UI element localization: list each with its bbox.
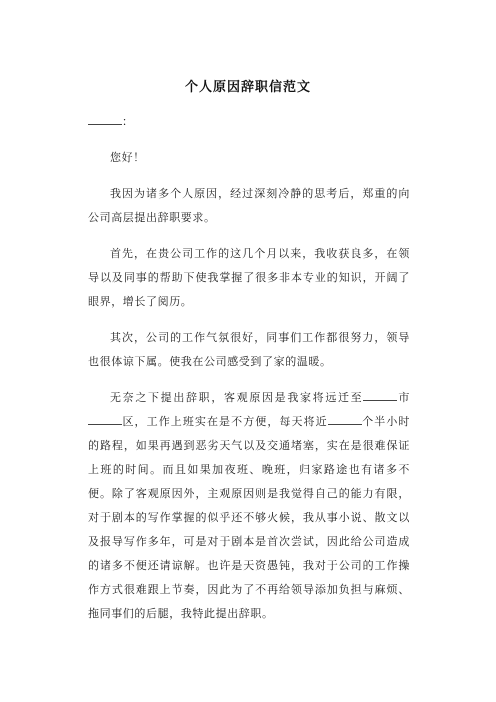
reason-text-1: 无奈之下提出辞职，客观原因是我家将远迁至	[110, 391, 364, 404]
paragraph-resignation-reason	[88, 386, 410, 626]
reason-text-3: 区，工作上班实在是不方便，每天将近	[122, 415, 328, 428]
paragraph-second-reason: 其次，公司的工作气氛很好，同事们工作都很努力，领导也很体谅下属。使我在公司感受到了家的温暖。	[88, 331, 410, 368]
paragraph-intro: 我因为诸多个人原因，经过深刻冷静的思考后，郑重的向公司高层提出辞职要求。	[88, 187, 410, 224]
salutation	[88, 110, 133, 134]
district-blank	[88, 412, 122, 425]
city-blank	[363, 388, 397, 401]
greeting: 您好！	[110, 151, 145, 164]
hours-blank	[328, 412, 362, 425]
salutation-colon: ：	[122, 115, 133, 128]
document-title: 个人原因辞职信范文	[184, 80, 311, 95]
reason-text-4: 个半小时的路程，如果再遇到恶劣天气以及交通堵塞，实在是很难保证上班的时间。而且如果加夜班、晚班，归家路途也有诸多不便。除了客观原因外，主观原因则是我觉得自己的能力有限，对于剧本的写作掌握的似乎还不够火候，我从事小说、散文以及报导写作多年，可是对于剧本是首次尝试，因此给公司造成的诸多不便还请谅解。也许是天资愚钝，我对于公司的工作操作方式很难跟上节奏，因此为了不再给领导添加负担与麻烦、拖同事们的后腿，我特此提出辞职。	[88, 415, 410, 620]
paragraph-first-reason: 首先，在贵公司工作的这几个月以来，我收获良多，在领导以及同事的帮助下使我掌握了很多非本专业的知识，开阔了眼界，增长了阅历。	[88, 247, 410, 308]
recipient-blank	[88, 112, 122, 125]
reason-text-2: 市	[397, 391, 410, 404]
